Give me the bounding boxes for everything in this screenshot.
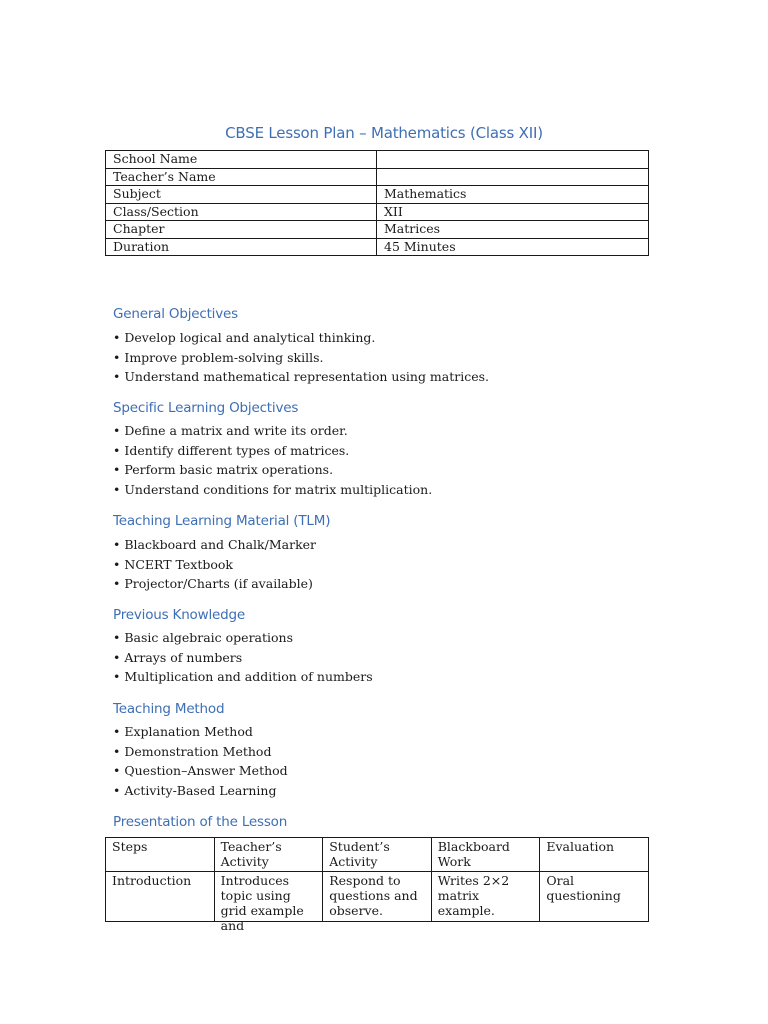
list-item-text: Projector/Charts (if available) <box>124 576 313 591</box>
table-row <box>106 238 649 256</box>
info-value <box>377 151 649 169</box>
table-row <box>106 203 649 221</box>
general-objectives-list <box>113 328 489 387</box>
table-row <box>106 872 649 922</box>
table-cell <box>540 872 649 922</box>
list-item <box>113 574 316 594</box>
presentation-table <box>105 837 649 933</box>
lesson-info-table <box>105 150 649 256</box>
specific-objectives-heading: Specific Learning Objectives <box>113 400 299 416</box>
info-key: Subject <box>106 186 377 204</box>
list-item <box>113 761 288 781</box>
list-item-text: Explanation Method <box>124 724 253 739</box>
previous-knowledge-list <box>113 628 373 687</box>
info-key: Chapter <box>106 221 377 239</box>
info-key: Duration <box>106 238 377 256</box>
list-item <box>113 722 288 742</box>
info-key: Teacher’s Name <box>106 168 377 186</box>
info-value: 45 Minutes <box>377 238 649 256</box>
bullet: • <box>113 481 121 497</box>
list-item-text: Arrays of numbers <box>124 649 243 665</box>
table-cell <box>323 872 432 922</box>
list-item-text: Question–Answer Method <box>124 763 288 778</box>
list-item <box>113 460 432 480</box>
list-item-text: Multiplication and addition of numbers <box>124 669 373 684</box>
cell-text: Writes 2×2 matrix example. <box>437 873 510 918</box>
bullet: • <box>113 462 121 477</box>
list-item <box>113 742 288 762</box>
bullet: • <box>113 743 121 759</box>
list-item <box>113 348 489 368</box>
cell-text: Respond to questions and observe. <box>329 873 418 918</box>
list-item-text: Understand conditions for matrix multiplication. <box>124 481 433 497</box>
tlm-list <box>113 535 316 594</box>
table-row <box>106 168 649 186</box>
list-item-text: Improve problem-solving skills. <box>124 349 324 365</box>
column-header: Blackboard Work <box>431 838 540 872</box>
specific-objectives-list <box>113 421 432 499</box>
teaching-method-list <box>113 722 288 800</box>
bullet: • <box>113 763 121 778</box>
table-row <box>106 151 649 169</box>
previous-knowledge-heading: Previous Knowledge <box>113 607 245 623</box>
list-item-text: NCERT Textbook <box>124 556 233 572</box>
bullet: • <box>113 782 121 798</box>
list-item-text: Blackboard and Chalk/Marker <box>124 537 317 552</box>
bullet: • <box>113 556 121 572</box>
info-key: Class/Section <box>106 203 377 221</box>
list-item <box>113 367 489 387</box>
bullet: • <box>113 576 121 591</box>
table-cell <box>106 872 215 922</box>
list-item <box>113 648 373 668</box>
bullet: • <box>113 630 121 645</box>
list-item <box>113 441 432 461</box>
list-item-text: Demonstration Method <box>124 743 272 759</box>
list-item <box>113 421 432 441</box>
list-item-text: Define a matrix and write its order. <box>124 423 348 438</box>
info-value: XII <box>377 203 649 221</box>
info-value: Mathematics <box>377 186 649 204</box>
table-cell <box>214 872 323 933</box>
column-header: Steps <box>106 838 215 872</box>
list-item-text: Understand mathematical representation using matrices. <box>124 369 490 384</box>
bullet: • <box>113 537 121 552</box>
list-item-text: Identify different types of matrices. <box>124 442 350 458</box>
list-item <box>113 328 489 348</box>
teaching-method-heading: Teaching Method <box>113 701 225 717</box>
list-item-text: Basic algebraic operations <box>124 630 294 645</box>
list-item <box>113 781 288 801</box>
presentation-heading: Presentation of the Lesson <box>113 814 288 830</box>
info-key: School Name <box>106 151 377 169</box>
tlm-heading: Teaching Learning Material (TLM) <box>113 513 331 529</box>
list-item <box>113 667 373 687</box>
table-cell <box>431 872 540 922</box>
page-title: CBSE Lesson Plan – Mathematics (Class XII) <box>225 124 543 142</box>
info-value: Matrices <box>377 221 649 239</box>
list-item-text: Activity-Based Learning <box>124 782 277 798</box>
list-item <box>113 628 373 648</box>
list-item <box>113 480 432 500</box>
general-objectives-heading: General Objectives <box>113 306 238 322</box>
list-item <box>113 535 316 555</box>
column-header: Student’s Activity <box>323 838 432 872</box>
info-value <box>377 168 649 186</box>
cell-text: Oral questioning <box>546 873 621 903</box>
column-header: Teacher’s Activity <box>214 838 323 872</box>
list-item-text: Develop logical and analytical thinking. <box>124 330 376 345</box>
bullet: • <box>113 423 121 438</box>
column-header: Evaluation <box>540 838 649 872</box>
bullet: • <box>113 369 121 384</box>
bullet: • <box>113 349 121 365</box>
table-row <box>106 186 649 204</box>
list-item-text: Perform basic matrix operations. <box>124 462 334 477</box>
bullet: • <box>113 724 121 739</box>
cell-text: Introduction <box>112 873 192 888</box>
cell-text: Introduces topic using grid example and <box>220 873 304 933</box>
bullet: • <box>113 442 121 458</box>
bullet: • <box>113 669 121 684</box>
table-row <box>106 221 649 239</box>
bullet: • <box>113 649 121 665</box>
bullet: • <box>113 330 121 345</box>
list-item <box>113 555 316 575</box>
table-header-row <box>106 838 649 872</box>
